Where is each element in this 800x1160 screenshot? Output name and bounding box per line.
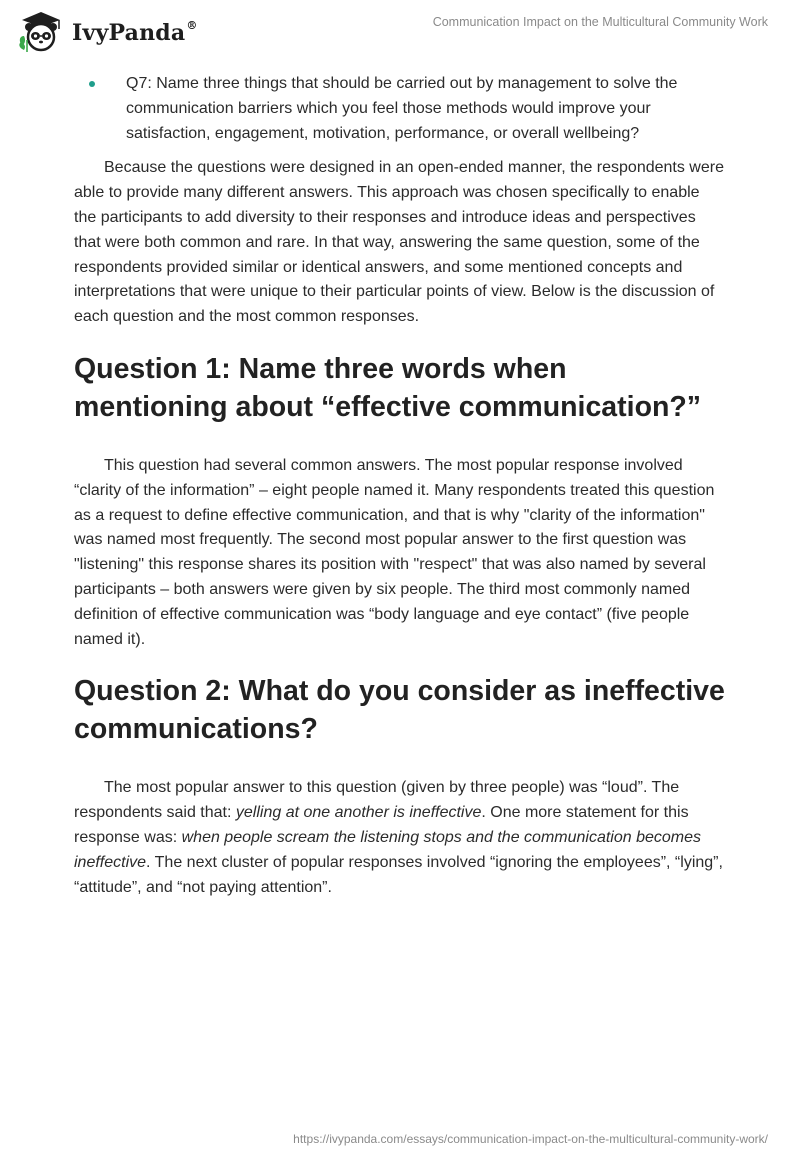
brand-name: IvyPanda® [72, 18, 198, 46]
essay-content [74, 72, 726, 900]
document-title: Communication Impact on the Multicultural Community Work [432, 15, 768, 29]
question-2-paragraph: The most popular answer to this question (given by three people) was “loud”. The respondents said that: yelling at one another is ineffective. One more statement for this response was: when people scream the listening stops and the communication becomes ineffective. The next cluster of popular responses involved “ignoring the employees”, “lying”, “attitude”, and “not paying attention”. [74, 779, 723, 896]
panda-graduate-icon [16, 10, 66, 54]
intro-paragraph: Because the questions were designed in an open-ended manner, the respondents were able to provide many different answers. This approach was chosen specifically to enable the participants to add diversity to their responses and introduce ideas and perspectives that were both common and rare. In that way, answering the same question, some of the respondents provided similar or identical answers, and some mentioned concepts and interpretations that were unique to their particular points of view. Below is the discussion of each question and the most common responses. [74, 159, 724, 326]
quote-italic: when people scream the listening stops and the communication becomes ineffective [74, 828, 702, 871]
registered-mark: ® [186, 18, 198, 32]
quote-italic: yelling at one another is ineffective [235, 804, 482, 822]
bullet-dot-icon [89, 81, 95, 87]
question-2-heading: Question 2: What do you consider as ineffective communications? [74, 675, 725, 746]
ivypanda-logo[interactable] [16, 10, 198, 54]
list-item-text: Q7: Name three things that should be carried out by management to solve the communication barriers which you feel those methods would improve your satisfaction, engagement, motivation, performance, or overall wellbeing? [126, 75, 678, 142]
page-header [0, 0, 800, 64]
list-item [74, 72, 726, 146]
question-1-paragraph: This question had several common answers. The most popular response involved “clarity of the information” – eight people named it. Many respondents treated this question as a request to define effective communication, and that is why "clarity of the information" was named most frequently. The second most popular answer to the first question was "listening" this response shares its position with "respect" that was also named by several participants – both answers were given by six people. The third most commonly named definition of effective communication was “body language and eye contact” (five people named it). [74, 456, 715, 648]
source-url[interactable]: https://ivypanda.com/essays/communication-impact-on-the-multicultural-community-work/ [293, 1132, 768, 1146]
question-1-heading: Question 1: Name three words when mentioning about “effective communication?” [74, 352, 702, 423]
